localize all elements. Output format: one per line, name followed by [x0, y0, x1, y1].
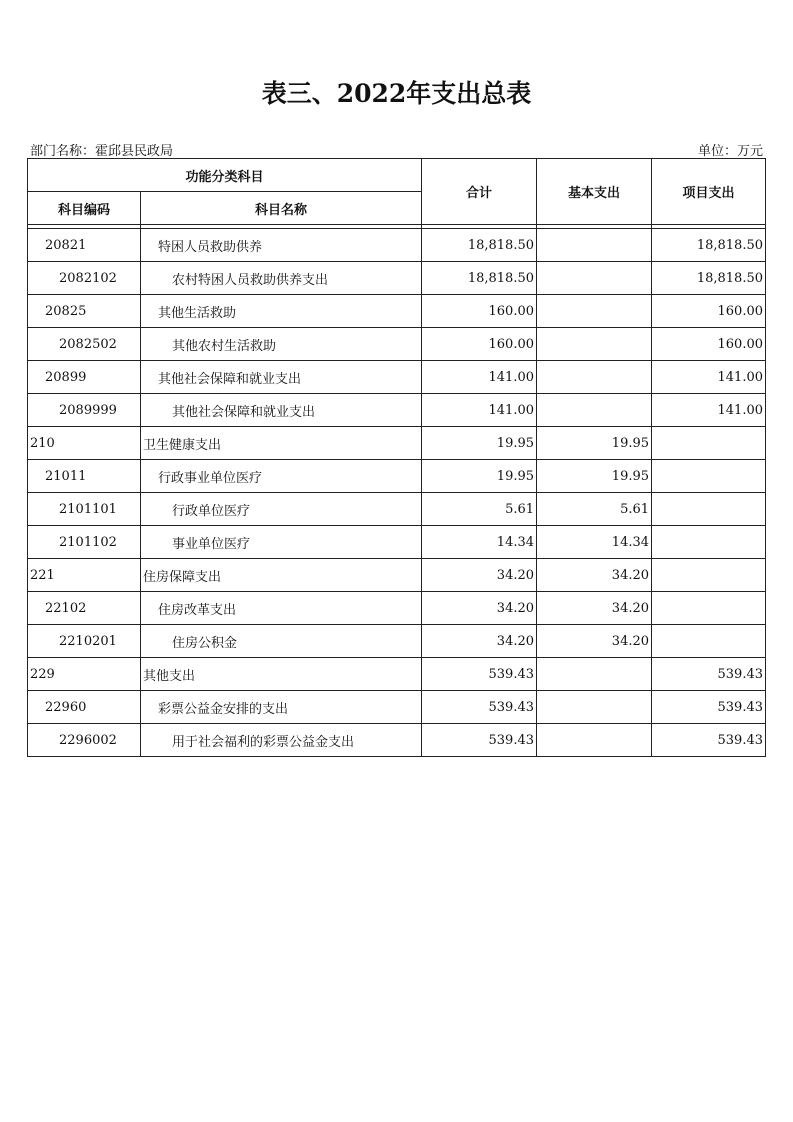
row-basic: 19.95 — [537, 460, 652, 493]
row-code: 20821 — [28, 229, 141, 262]
row-code: 21011 — [28, 460, 141, 493]
row-name: 其他社会保障和就业支出 — [141, 394, 422, 427]
row-name: 彩票公益金安排的支出 — [141, 691, 422, 724]
row-code: 2101101 — [28, 493, 141, 526]
expenditure-table — [27, 158, 766, 757]
row-total: 18,818.50 — [422, 262, 537, 295]
header-name: 科目名称 — [141, 192, 422, 225]
row-name: 住房保障支出 — [141, 559, 422, 592]
row-basic — [537, 658, 652, 691]
row-code: 229 — [28, 658, 141, 691]
row-code: 2210201 — [28, 625, 141, 658]
table-row — [28, 328, 766, 361]
table-row — [28, 262, 766, 295]
row-total: 141.00 — [422, 361, 537, 394]
row-basic: 19.95 — [537, 427, 652, 460]
header-function-category: 功能分类科目 — [28, 159, 422, 192]
row-project — [652, 559, 766, 592]
table-row — [28, 526, 766, 559]
row-total: 160.00 — [422, 295, 537, 328]
row-basic — [537, 361, 652, 394]
row-name: 其他生活救助 — [141, 295, 422, 328]
row-project: 539.43 — [652, 691, 766, 724]
table-row — [28, 295, 766, 328]
row-name: 住房公积金 — [141, 625, 422, 658]
table-row — [28, 493, 766, 526]
unit-label: 单位：万元 — [697, 144, 763, 159]
row-project — [652, 427, 766, 460]
row-project — [652, 625, 766, 658]
row-basic — [537, 328, 652, 361]
table-row — [28, 724, 766, 757]
row-basic — [537, 262, 652, 295]
row-total: 18,818.50 — [422, 229, 537, 262]
row-basic: 34.20 — [537, 592, 652, 625]
row-project: 160.00 — [652, 328, 766, 361]
row-total: 19.95 — [422, 427, 537, 460]
table-row — [28, 361, 766, 394]
row-basic: 34.20 — [537, 559, 652, 592]
row-name: 特困人员救助供养 — [141, 229, 422, 262]
row-total: 5.61 — [422, 493, 537, 526]
table-row — [28, 658, 766, 691]
row-code: 221 — [28, 559, 141, 592]
row-name: 用于社会福利的彩票公益金支出 — [141, 724, 422, 757]
row-code: 22102 — [28, 592, 141, 625]
page-title: 表三、2022年支出总表 — [261, 79, 532, 108]
table-row — [28, 427, 766, 460]
table-row — [28, 229, 766, 262]
row-project: 141.00 — [652, 394, 766, 427]
table-row — [28, 625, 766, 658]
row-total: 141.00 — [422, 394, 537, 427]
row-project — [652, 592, 766, 625]
row-project: 141.00 — [652, 361, 766, 394]
row-total: 14.34 — [422, 526, 537, 559]
row-code: 2089999 — [28, 394, 141, 427]
row-total: 160.00 — [422, 328, 537, 361]
row-project: 539.43 — [652, 724, 766, 757]
row-basic: 5.61 — [537, 493, 652, 526]
row-total: 539.43 — [422, 724, 537, 757]
row-project: 539.43 — [652, 658, 766, 691]
row-project: 160.00 — [652, 295, 766, 328]
row-basic — [537, 229, 652, 262]
row-code: 20825 — [28, 295, 141, 328]
row-name: 行政事业单位医疗 — [141, 460, 422, 493]
row-basic — [537, 724, 652, 757]
row-project — [652, 493, 766, 526]
row-name: 其他农村生活救助 — [141, 328, 422, 361]
row-basic: 14.34 — [537, 526, 652, 559]
header-basic: 基本支出 — [537, 159, 652, 225]
row-project: 18,818.50 — [652, 262, 766, 295]
row-basic — [537, 295, 652, 328]
table-row — [28, 394, 766, 427]
row-name: 其他支出 — [141, 658, 422, 691]
table-row — [28, 691, 766, 724]
row-project: 18,818.50 — [652, 229, 766, 262]
row-total: 539.43 — [422, 658, 537, 691]
row-project — [652, 526, 766, 559]
row-total: 34.20 — [422, 592, 537, 625]
row-code: 210 — [28, 427, 141, 460]
row-total: 34.20 — [422, 559, 537, 592]
table-row — [28, 592, 766, 625]
row-name: 农村特困人员救助供养支出 — [141, 262, 422, 295]
row-name: 卫生健康支出 — [141, 427, 422, 460]
row-code: 2082502 — [28, 328, 141, 361]
row-total: 34.20 — [422, 625, 537, 658]
row-name: 住房改革支出 — [141, 592, 422, 625]
department-name: 部门名称：霍邱县民政局 — [30, 144, 174, 159]
header-project: 项目支出 — [652, 159, 766, 225]
row-name: 事业单位医疗 — [141, 526, 422, 559]
row-total: 19.95 — [422, 460, 537, 493]
row-project — [652, 460, 766, 493]
row-code: 2101102 — [28, 526, 141, 559]
row-basic: 34.20 — [537, 625, 652, 658]
header-total: 合计 — [422, 159, 537, 225]
row-name: 行政单位医疗 — [141, 493, 422, 526]
row-name: 其他社会保障和就业支出 — [141, 361, 422, 394]
table-row — [28, 460, 766, 493]
row-code: 2296002 — [28, 724, 141, 757]
row-code: 20899 — [28, 361, 141, 394]
row-total: 539.43 — [422, 691, 537, 724]
row-code: 2082102 — [28, 262, 141, 295]
row-code: 22960 — [28, 691, 141, 724]
table-row — [28, 559, 766, 592]
row-basic — [537, 394, 652, 427]
header-code: 科目编码 — [28, 192, 141, 225]
row-basic — [537, 691, 652, 724]
